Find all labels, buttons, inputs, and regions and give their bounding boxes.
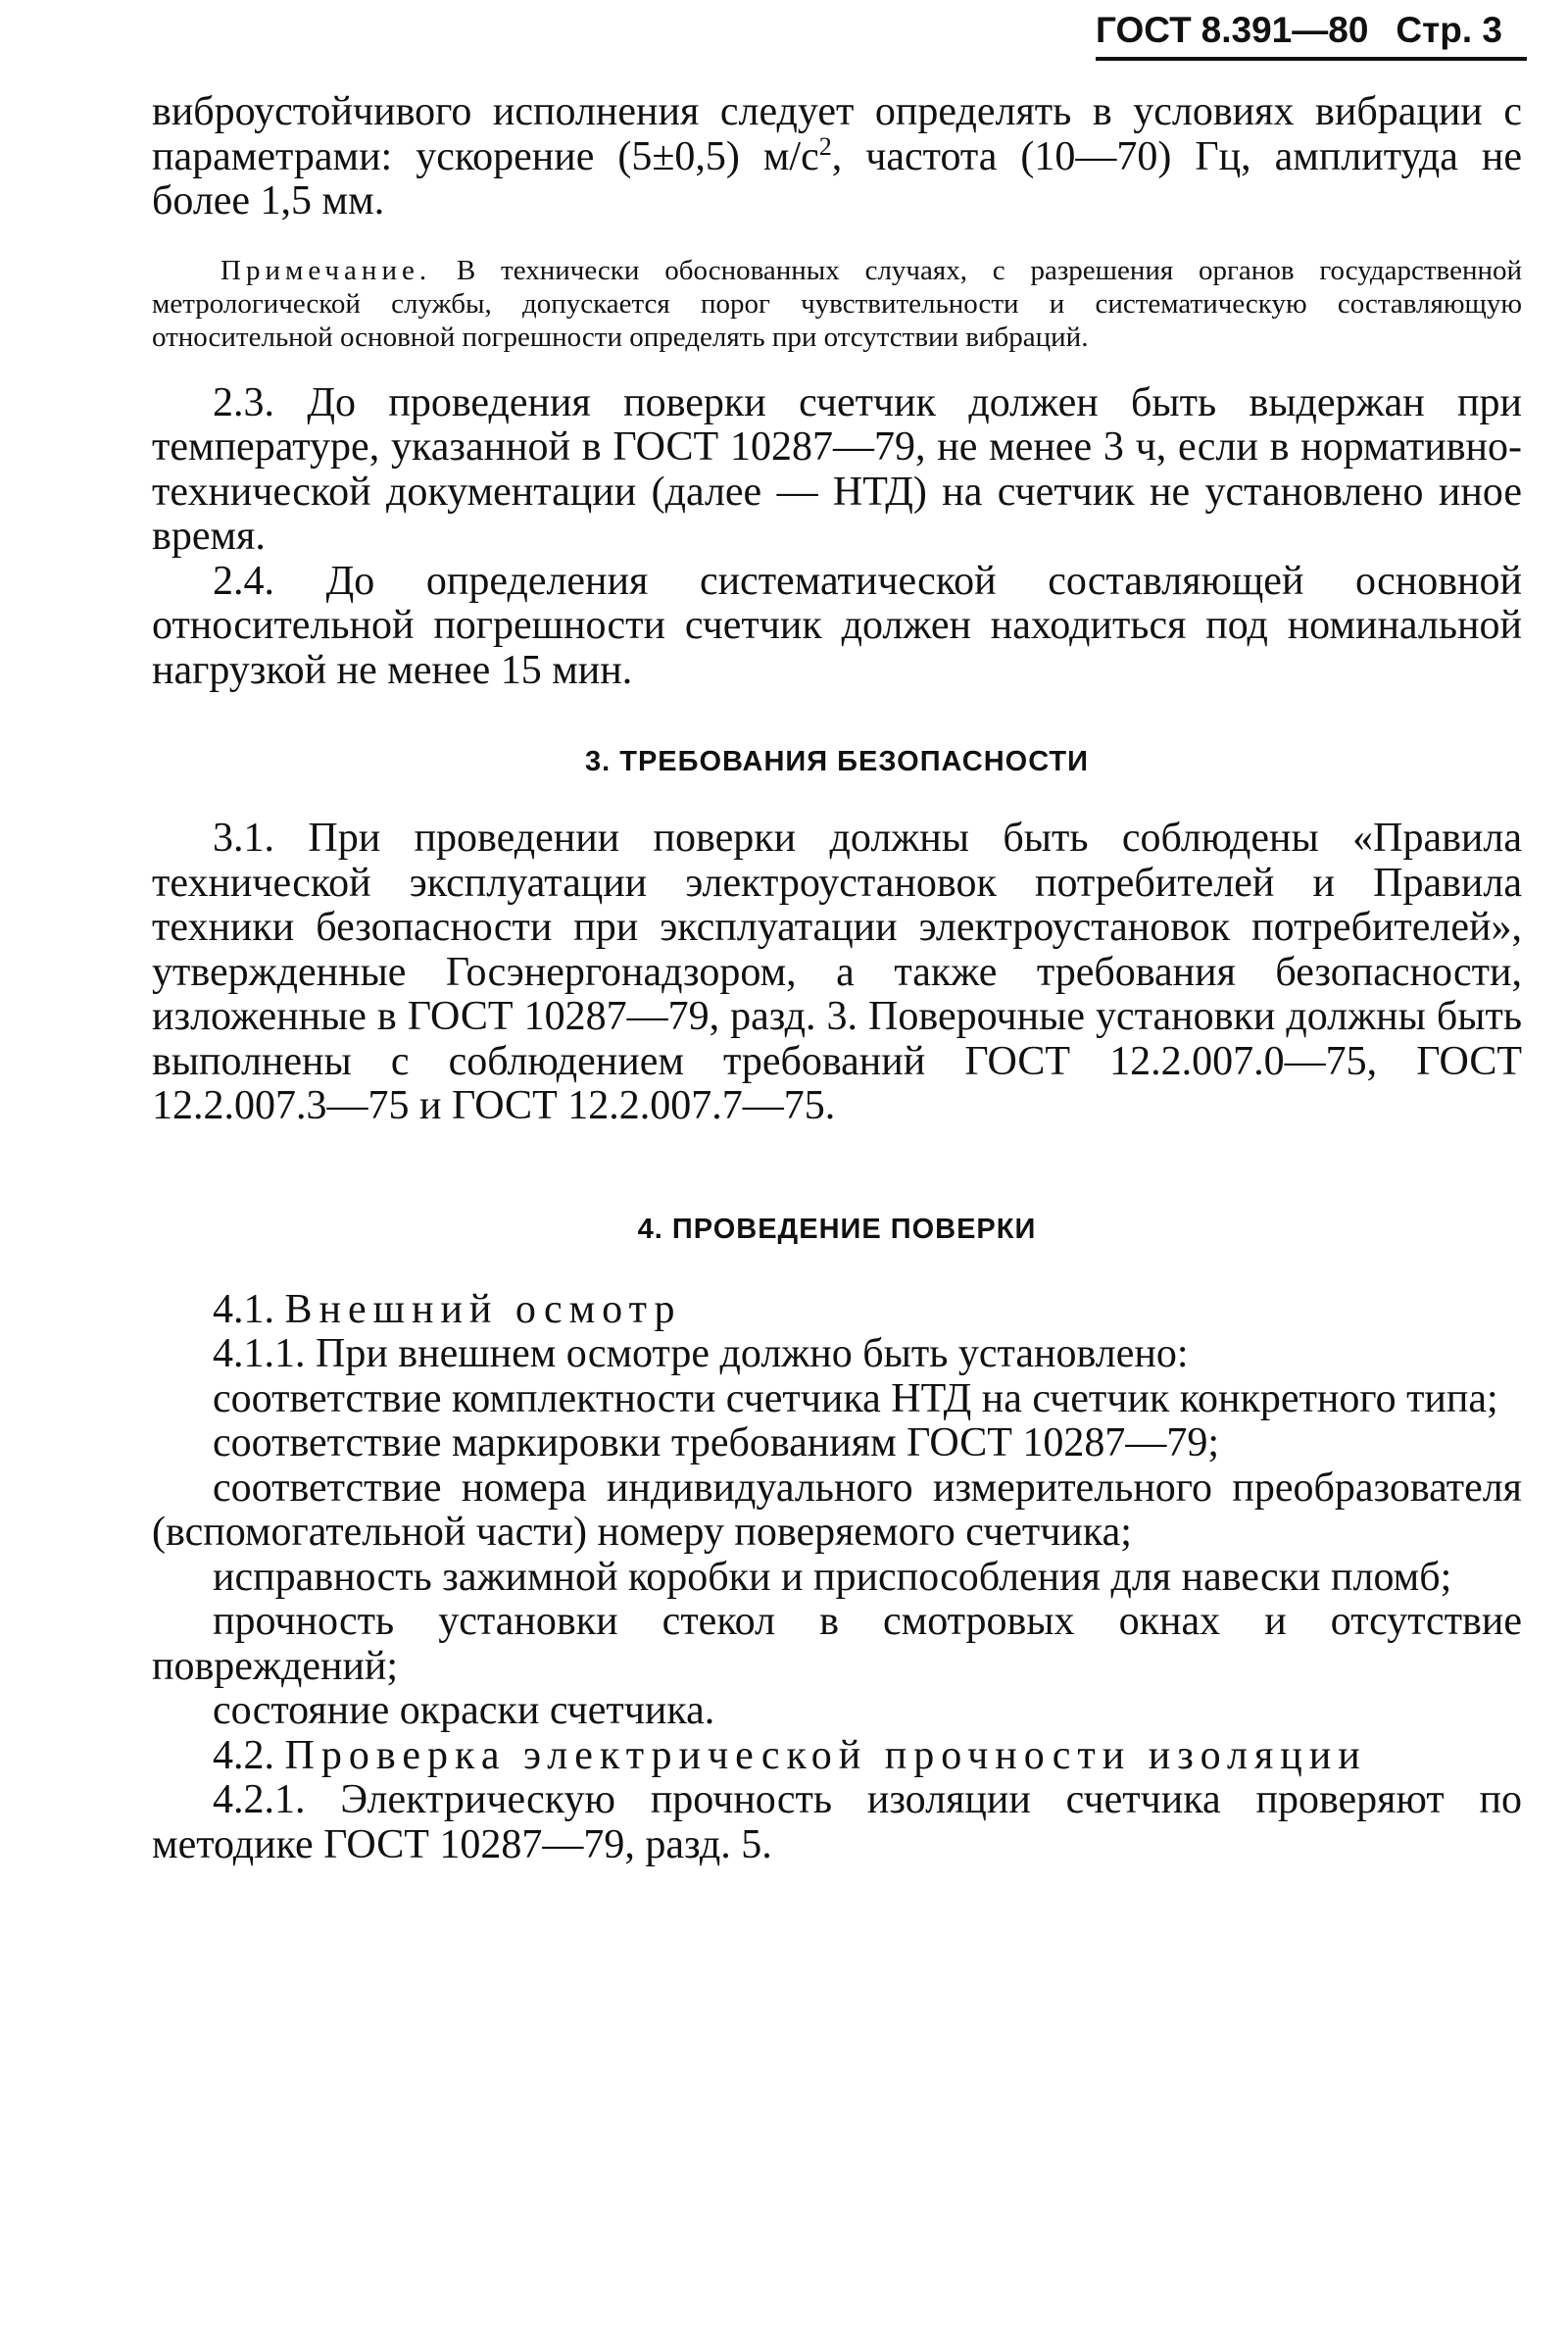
inspection-item: соответствие маркировки требованиям ГОСТ 10287—79;	[213, 1420, 1220, 1465]
inspection-item: прочность установки стекол в смотровых окнах и отсутствие повреждений;	[152, 1599, 1522, 1689]
subsection-4-2-number: 4.2.	[213, 1732, 274, 1778]
subsection-4-1-number: 4.1.	[213, 1286, 274, 1332]
intro-superscript: 2	[818, 131, 832, 161]
header-standard-number: 8.391—80	[1200, 10, 1369, 50]
header-page-label: Стр. 3	[1396, 10, 1503, 50]
paragraph-4-1-1: 4.1.1. При внешнем осмотре должно быть установлено:	[213, 1331, 1189, 1376]
running-header	[1096, 8, 1527, 61]
paragraph-2-4: 2.4. До определения систематической составляющей основной относительной погрешности счетчик должен находиться под номинальной нагрузкой не менее 15 мин.	[152, 558, 1522, 693]
intro-text-end: , частота (10—70) Гц, амплитуда не более 1,5 мм.	[152, 133, 1522, 223]
note-label: Примечание.	[220, 254, 432, 286]
paragraph-3-1: 3.1. При проведении поверки должны быть соблюдены «Правила технической эксплуатации электроустановок потребителей и Правила техники безопасности при эксплуатации электроустановок потребителей», утвержденные Госэнергонадзором, а также требования безопасности, изложенные в ГОСТ 10287—79, разд. 3. Поверочные установки должны быть выполнены с соблюдением требований ГОСТ 12.2.007.0—75, ГОСТ 12.2.007.3—75 и ГОСТ 12.2.007.7—75.	[152, 816, 1522, 1128]
intro-text-start: виброустойчивого исполнения следует определять в условиях вибрации с параметрами: ускорение (5±0,5) м/с	[152, 89, 1522, 179]
subsection-4-2-title: Проверка электрической прочности изоляции	[284, 1732, 1367, 1778]
note-text: В технически обоснованных случаях, с разрешения органов государственной метрологической службы, допускается порог чувствительности и систематическую составляющую относительной основной погрешности определять при отсутствии вибраций.	[152, 254, 1523, 353]
subsection-4-1-title: Внешний осмотр	[284, 1286, 682, 1332]
section-4-heading: 4. ПРОВЕДЕНИЕ ПОВЕРКИ	[637, 1213, 1037, 1245]
paragraph-2-3: 2.3. До проведения поверки счетчик должен быть выдержан при температуре, указанной в ГОСТ 10287—79, не менее 3 ч, если в нормативно-технической документации (далее — НТД) на счетчик не установлено иное время.	[152, 379, 1522, 559]
subsection-4-2-heading	[152, 1734, 1522, 1779]
inspection-item: соответствие комплектности счетчика НТД на счетчик конкретного типа;	[213, 1375, 1498, 1421]
inspection-item: исправность зажимной коробки и приспособления для навески пломб;	[213, 1554, 1452, 1600]
header-standard: ГОСТ	[1096, 10, 1192, 50]
inspection-item: состояние окраски счетчика.	[213, 1688, 715, 1733]
intro-paragraph	[152, 90, 1522, 224]
note-block	[152, 254, 1522, 354]
document-body	[152, 90, 1522, 1867]
subsection-4-1-heading	[152, 1288, 1522, 1333]
inspection-item: соответствие номера индивидуального измерительного преобразователя (вспомогательной части) номеру поверяемого счетчика;	[152, 1465, 1522, 1555]
section-3-heading: 3. ТРЕБОВАНИЯ БЕЗОПАСНОСТИ	[585, 746, 1089, 777]
paragraph-4-2-1: 4.2.1. Электрическую прочность изоляции счетчика проверяют по методике ГОСТ 10287—79, разд. 5.	[152, 1777, 1522, 1867]
